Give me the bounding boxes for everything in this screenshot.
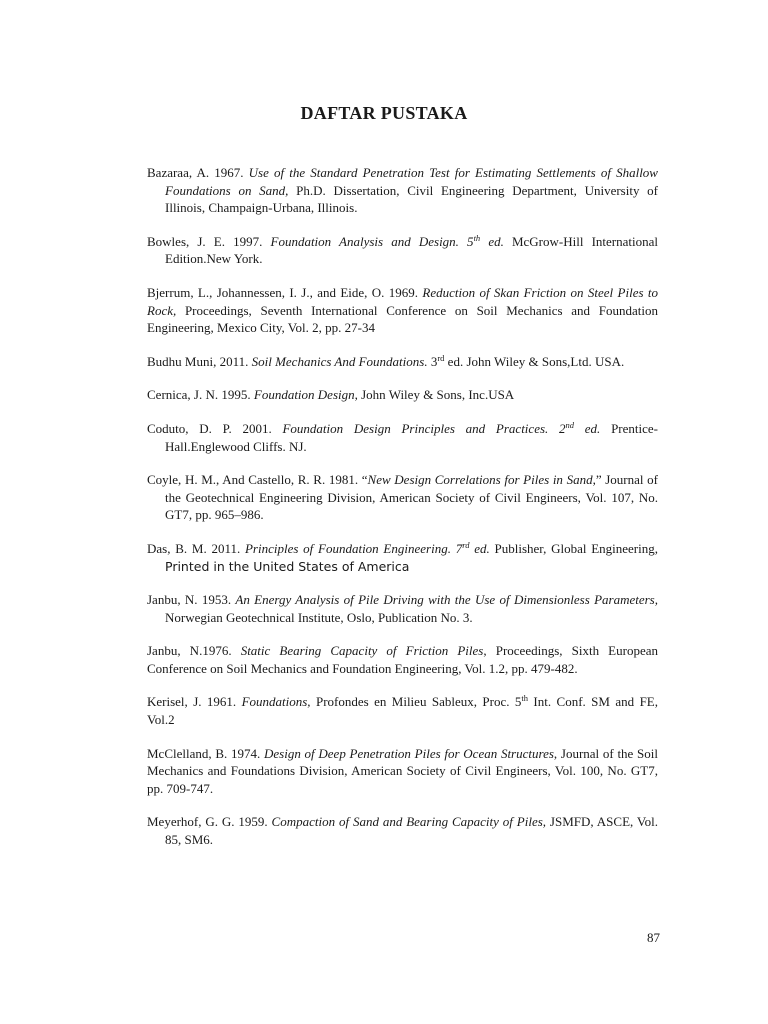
- reference-text: Coyle, H. M., And Castello, R. R. 1981. “: [147, 472, 368, 488]
- reference-text: Cernica, J. N. 1995.: [147, 387, 254, 403]
- reference-title-text: ed.: [574, 420, 601, 436]
- reference-text: , Proceedings, Sixth European Conference on Soil Mechanics and Foundation Engineering, Vol. 1.2, pp. 479-482.: [147, 643, 658, 676]
- reference-title-text: ed.: [469, 540, 490, 556]
- reference-title-text: Soil Mechanics And Foundations.: [251, 353, 428, 369]
- reference-text: Meyerhof, G. G. 1959.: [147, 814, 272, 830]
- reference-text: Profondes en Milieu Sableux, Proc. 5: [310, 694, 522, 710]
- reference-entry: [147, 233, 658, 268]
- reference-text: Printed in the United States of America: [165, 558, 410, 574]
- reference-entry: [147, 386, 658, 404]
- reference-title-text: Foundation Design,: [253, 387, 358, 403]
- reference-text: JSMFD, ASCE, Vol. 85, SM6.: [165, 814, 658, 848]
- reference-text: John Wiley & Sons, Inc.USA: [357, 387, 515, 403]
- reference-title-text: Use of the Standard Penetration Test for Estimating Settlements of Shallow Foundations on Sand,: [165, 165, 658, 198]
- reference-text: ed. John Wiley & Sons,Ltd. USA.: [444, 353, 625, 369]
- reference-entry: [147, 284, 658, 337]
- reference-text: Bjerrum, L., Johannessen, I. J., and Eide, O. 1969.: [147, 284, 423, 300]
- reference-text: th: [521, 693, 529, 704]
- reference-title-text: rd: [462, 539, 470, 550]
- reference-text: , Journal of the Soil Mechanics and Foundations Division, American Society of Civil Engineers, Vol. 100, No. GT7, pp. 709-747.: [147, 745, 659, 796]
- reference-entry: [147, 813, 658, 848]
- reference-title-text: Foundation Design Principles and Practices. 2: [282, 420, 566, 436]
- reference-text: Bowles, J. E. 1997.: [147, 233, 271, 249]
- reference-text: Bazaraa, A. 1967.: [147, 165, 249, 180]
- reference-text: Prentice-Hall.Englewood Cliffs. NJ.: [165, 420, 658, 454]
- reference-entry: [147, 540, 658, 575]
- reference-text: Int. Conf. SM and FE, Vol.2: [147, 694, 658, 728]
- reference-entry: [147, 471, 658, 524]
- reference-text: McClelland, B. 1974.: [147, 745, 264, 761]
- reference-title-text: ed.: [480, 233, 504, 249]
- reference-text: Das, B. M. 2011.: [147, 540, 245, 556]
- reference-entry: [147, 591, 658, 626]
- reference-text: rd: [437, 352, 445, 363]
- reference-entry: [147, 642, 658, 677]
- reference-title-text: Foundation Analysis and Design. 5: [270, 233, 474, 249]
- reference-text: Ph.D. Dissertation, Civil Engineering Department, University of Illinois, Champaign-Urbana, Illinois.: [165, 182, 658, 216]
- reference-text: McGrow-Hill International Edition.New York.: [165, 233, 658, 267]
- reference-text: Coduto, D. P. 2001.: [147, 420, 283, 436]
- reference-entry: [147, 745, 658, 798]
- reference-text: Kerisel, J. 1961.: [147, 694, 242, 710]
- reference-title-text: nd: [565, 419, 575, 430]
- reference-entry: [147, 420, 658, 455]
- reference-title-text: Reduction of Skan Friction on Steel Piles to Rock,: [147, 284, 658, 318]
- reference-title-text: Principles of Foundation Engineering. 7: [244, 540, 463, 556]
- page-number: 87: [647, 930, 660, 945]
- reference-title-text: An Energy Analysis of Pile Driving with the Use of Dimensionless Parameters,: [235, 592, 658, 608]
- reference-title-text: Foundations,: [241, 694, 311, 710]
- reference-entry: [147, 353, 658, 371]
- reference-title-text: Static Bearing Capacity of Friction Piles: [240, 643, 484, 659]
- reference-list: [147, 164, 658, 865]
- reference-text: Norwegian Geotechnical Institute, Oslo, Publication No. 3.: [165, 609, 473, 625]
- reference-title-text: th: [473, 232, 481, 243]
- reference-entry: [147, 164, 658, 217]
- reference-title-text: Design of Deep Penetration Piles for Ocean Structures: [264, 745, 554, 761]
- reference-text: Budhu Muni, 2011.: [147, 353, 252, 369]
- reference-title-text: New Design Correlations for Piles in Sand,: [367, 472, 596, 488]
- reference-title-text: Compaction of Sand and Bearing Capacity of Piles,: [271, 814, 547, 830]
- page-title: DAFTAR PUSTAKA: [300, 103, 468, 123]
- reference-text: Proceedings, Seventh International Conference on Soil Mechanics and Foundation Engineering, Mexico City, Vol. 2, pp. 27-34: [147, 302, 658, 336]
- reference-text: Janbu, N. 1953.: [147, 592, 236, 608]
- reference-entry: [147, 693, 658, 728]
- reference-text: Janbu, N.1976.: [147, 643, 241, 659]
- reference-text: ” Journal of the Geotechnical Engineering Division, American Society of Civil Engineers, Vol. 107, No. GT7, pp. 965–986.: [165, 472, 658, 523]
- reference-text: 3: [427, 353, 438, 369]
- reference-text: Publisher, Global Engineering,: [489, 540, 658, 556]
